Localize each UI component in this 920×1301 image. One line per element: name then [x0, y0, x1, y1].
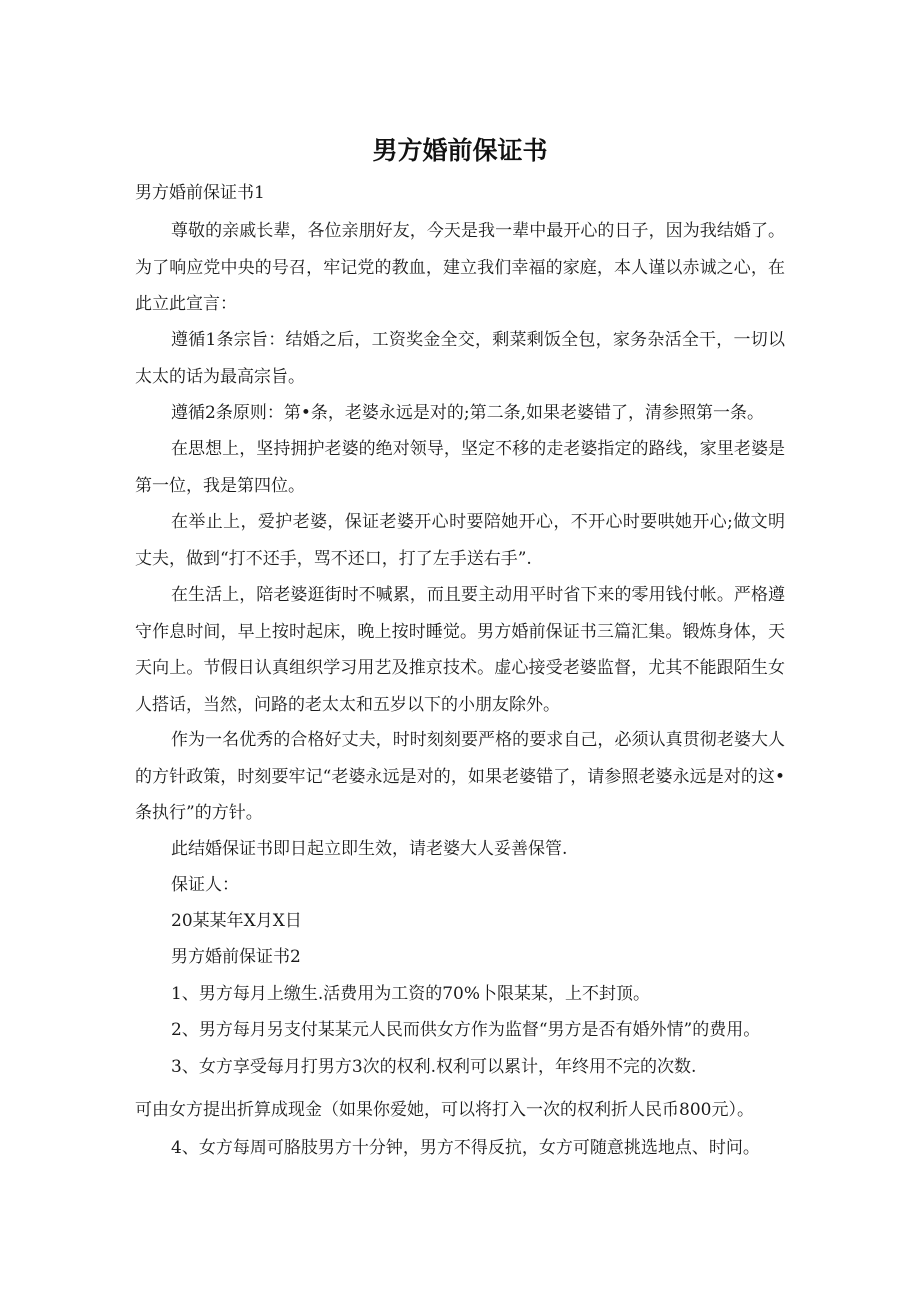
section1-paragraph-3: 遵循2条原则：第•条，老婆永远是对的;第二条,如果老婆错了，清参照第一条。 — [171, 403, 764, 423]
section1-paragraph-4: 在思想上，坚持拥护老婆的绝对领导，坚定不移的走老婆指定的路线，家里老婆是第一位，我是第四位。 — [135, 439, 785, 496]
signature-date: 20某某年X月X日 — [171, 911, 302, 931]
section1-paragraph-2: 遵循1条宗旨：结婚之后，工资奖金全交，剩菜剩饭全包，家务杂活全干，一切以太太的话为最高宗旨。 — [135, 330, 785, 387]
section1-paragraph-7: 作为一名优秀的合格好丈夫，时时刻刻要严格的要求自己，必须认真贯彻老婆大人的方针政策，时刻要牢记“老婆永远是对的，如果老婆错了，请参照老婆永远是对的这•条执行”的方针。 — [135, 730, 785, 823]
section1-paragraph-6: 在生活上，陪老婆逛街时不喊累，而且要主动用平时省下来的零用钱付帐。严格遵守作息时间，早上按时起床，晚上按时睡觉。男方婚前保证书三篇汇集。锻炼身体，天天向上。节假日认真组织学习用艺及推京技术。虚心接受老婆监督，尤其不能跟陌生女人搭话，当然，问路的老太太和五岁以下的小朋友除外。 — [135, 585, 785, 715]
section1-paragraph-1: 尊敬的亲戚长辈，各位亲朋好友，今天是我一辈中最开心的日子，因为我结婚了。为了响应党中央的号召，牢记党的教血，建立我们幸福的家庭，本人谨以赤诚之心，在此立此宣言： — [135, 221, 785, 314]
section2-item-1: 1、男方每月上缴生.活费用为工资的70%卜限某某，上不封顶。 — [171, 984, 651, 1004]
document-title: 男方婚前保证书 — [372, 136, 548, 165]
section2-heading: 男方婚前保证书2 — [171, 947, 301, 967]
guarantor-label: 保证人： — [171, 875, 239, 895]
section2-item-2: 2、男方每月另支付某某元人民而供女方作为监督“男方是否有婚外情”的费用。 — [171, 1020, 761, 1040]
section2-item-3: 3、女方享受每月打男方3次的权利.权利可以累计，年终用不完的次数. — [171, 1057, 697, 1077]
section2-item-3-continued: 可由女方提出折算成现金（如果你爱她，可以将打入一次的权利折人民币800元）。 — [135, 1100, 754, 1120]
section1-paragraph-8: 此结婚保证书即日起立即生效，请老婆大人妥善保管. — [171, 839, 568, 859]
section1-paragraph-5: 在举止上，爱护老婆，保证老婆开心时要陪她开心，不开心时要哄她开心;做文明丈夫，做到“打不还手，骂不还口，打了左手送右手”. — [135, 512, 785, 569]
section2-item-4: 4、女方每周可胳肢男方十分钟，男方不得反抗，女方可随意挑选地点、时问。 — [171, 1138, 760, 1158]
section1-heading: 男方婚前保证书1 — [135, 183, 265, 203]
